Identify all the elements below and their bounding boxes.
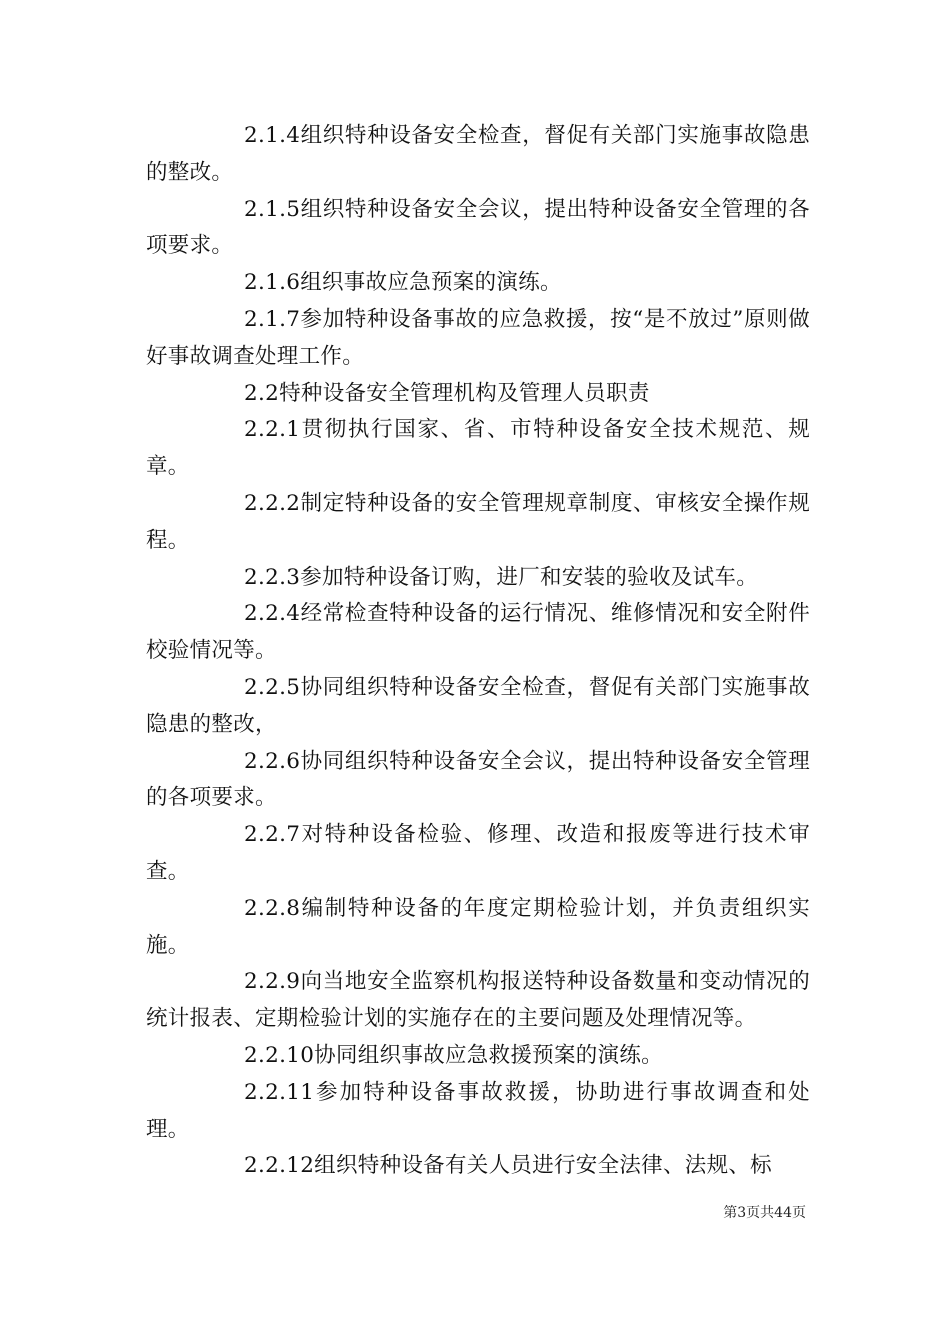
paragraph-2-2-1: 2.2.1贯彻执行国家、省、市特种设备安全技术规范、规章。 xyxy=(146,417,810,480)
section-heading-2-2: 2.2特种设备安全管理机构及管理人员职责 xyxy=(244,380,650,406)
paragraph-2-2-5: 2.2.5协同组织特种设备安全检查，督促有关部门实施事故隐患的整改， xyxy=(146,674,810,737)
paragraph-2-2-6: 2.2.6协同组织特种设备安全会议，提出特种设备安全管理的各项要求。 xyxy=(146,748,810,811)
paragraph-2-1-5: 2.1.5组织特种设备安全会议，提出特种设备安全管理的各项要求。 xyxy=(146,196,810,259)
paragraph-2-1-6: 2.1.6组织事故应急预案的演练。 xyxy=(244,270,562,296)
paragraph-2-2-11: 2.2.11参加特种设备事故救援，协助进行事故调查和处理。 xyxy=(146,1079,810,1142)
paragraph-2-2-7: 2.2.7对特种设备检验、修理、改造和报废等进行技术审查。 xyxy=(146,822,810,884)
paragraph-2-2-9: 2.2.9向当地安全监察机构报送特种设备数量和变动情况的统计报表、定期检验计划的实施存在的主要问题及处理情况等。 xyxy=(146,969,810,1032)
paragraph-2-1-4: 2.1.4组织特种设备安全检查，督促有关部门实施事故隐患的整改。 xyxy=(146,123,810,185)
paragraph-2-2-4: 2.2.4经常检查特种设备的运行情况、维修情况和安全附件校验情况等。 xyxy=(146,601,810,664)
paragraph-2-2-12: 2.2.12组织特种设备有关人员进行安全法律、法规、标 xyxy=(244,1153,772,1179)
paragraph-2-1-7: 2.1.7参加特种设备事故的应急救援，按“是不放过”原则做好事故调查处理工作。 xyxy=(146,306,810,369)
paragraph-2-2-2: 2.2.2制定特种设备的安全管理规章制度、审核安全操作规程。 xyxy=(146,490,810,553)
page-number-footer: 第3页共44页 xyxy=(723,1205,806,1221)
body-text xyxy=(146,118,810,1185)
paragraph-2-2-3: 2.2.3参加特种设备订购，进厂和安装的验收及试车。 xyxy=(244,564,759,590)
paragraph-2-2-8: 2.2.8编制特种设备的年度定期检验计划，并负责组织实施。 xyxy=(146,895,810,958)
paragraph-2-2-10: 2.2.10协同组织事故应急救援预案的演练。 xyxy=(244,1042,663,1068)
